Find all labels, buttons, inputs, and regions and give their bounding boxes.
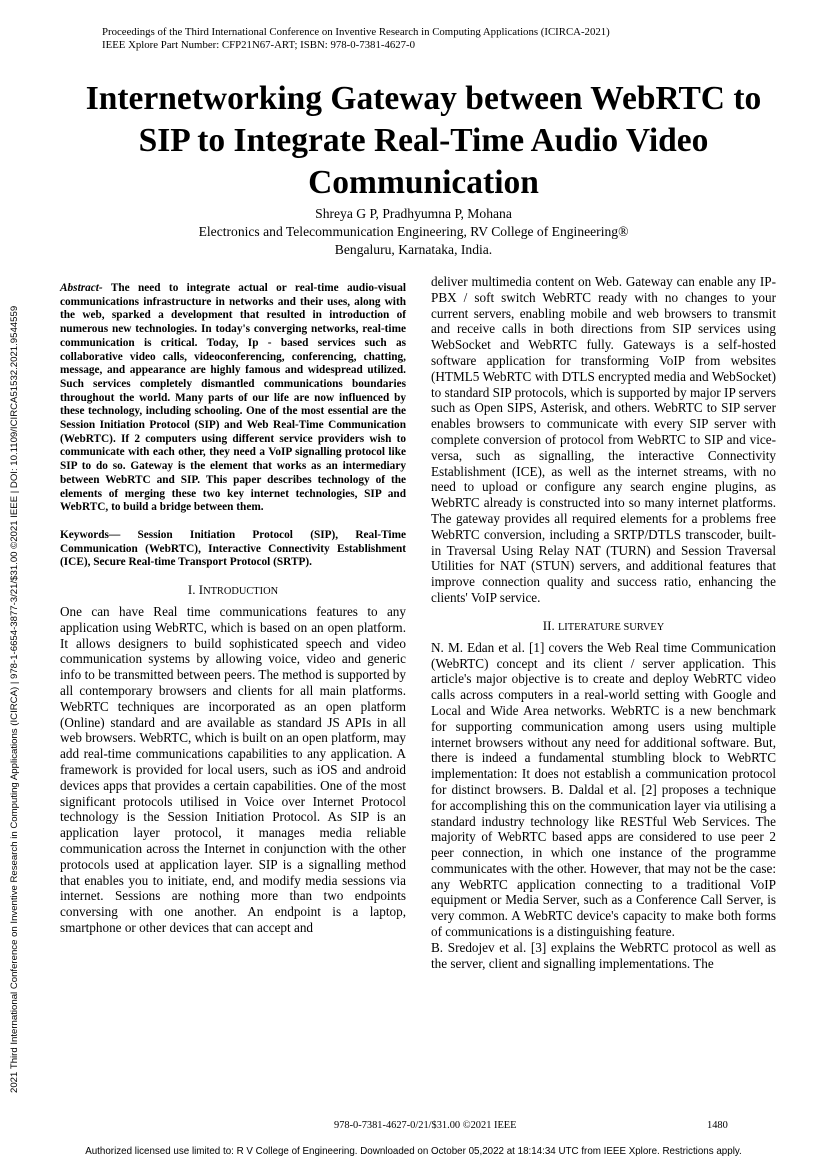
section-heading-literature-survey: II. LITERATURE SURVEY xyxy=(542,617,665,633)
right-column xyxy=(431,274,776,971)
author-block xyxy=(100,205,727,259)
title-line-1: Internetworking Gateway between WebRTC to xyxy=(85,80,762,117)
page-number: 1480 xyxy=(707,1120,728,1131)
survey-paragraph-1: N. M. Edan et al. [1] covers the Web Real time Communication (WebRTC) concept and its client / server application. This article's major objective is to create and deploy WebRTC video calls across computers in a real-world setting with Google and Local and Wide Area networks. WebRTC is a new benchmark for supporting communication among users using multiple internet browsers without any need for additional software. But, there is indeed a fundamental stumbling block to WebRTC implementation: It does not establish a communication protocol for distinct browsers. B. Daldal et al. [2] proposes a technique for accomplishing this on the communication layer via utilising a standard industry technology like RESTful Web Services. The majority of WebRTC based apps are considered to use peer 2 peer connection, in which one instance of the programme communicates with the other. However, that may not be the case: any WebRTC application connecting to a traditional VoIP equipment or Media Server, such as a Conference Call Server, is very common. A WebRTC device's capacity to make both forms of communications is a distinguishing feature. xyxy=(431,639,776,940)
title-line-3: Communication xyxy=(308,164,539,201)
section-heading-introduction: I. INTRODUCTION xyxy=(187,582,279,598)
keywords: Keywords— Session Initiation Protocol (SIP), Real-Time Communication (WebRTC), Interactive Connectivity Establishment (ICE), Secure Real-time Transport Protocol (SRTP). xyxy=(60,528,406,569)
abstract-text: The need to integrate actual or real-time audio-visual communications infrastructure in networks and their uses, along with the web, sparked a development that resulted in introduction of numerous new technologies. In today's converging networks, real-time communication is critical. Today, Ip - based services such as collaborative video calls, videoconferencing, conferencing, chatting, message, and appearance are highly famous and widespread utilized. Such services completely dismantled communications boundaries throughout the world. Many parts of our life are now influenced by these technology, including schooling. One of the most essential are the Session Initiation Protocol (SIP) and Web Real-Time Communication (WebRTC). If 2 computers using different service providers wish to communicate with each other, they need a VoIP signalling protocol like SIP to do so. Gateway is the element that works as an intermediary between WebRTC and SIP. This paper describes technology of the elements of merging these two key internet technologies, SIP and WebRTC, to build a bridge between them. xyxy=(60,282,406,514)
proceedings-header xyxy=(102,26,722,52)
sidebar-citation: 2021 Third International Conference on Inventive Research in Computing Applications (ICIRCA) | 978-1-6654-3877-3/21/$31.00 ©2021 IEEE | DOI: 10.1109/ICIRCA51532.2021.9544559 xyxy=(9,305,20,1093)
license-notice: Authorized licensed use limited to: R V College of Engineering. Downloaded on October 05,2022 at 18:14:34 UTC from IEEE Xplore. Restrictions apply. xyxy=(85,1146,742,1157)
title-line-2: SIP to Integrate Real-Time Audio Video xyxy=(138,122,709,159)
author-affiliation: Electronics and Telecommunication Engineering, RV College of Engineering® xyxy=(198,224,629,239)
xplore-line: IEEE Xplore Part Number: CFP21N67-ART; ISBN: 978-0-7381-4627-0 xyxy=(102,39,416,51)
left-column xyxy=(60,282,406,936)
introduction-paragraph: One can have Real time communications features to any application using WebRTC, which is based on an open platform. It allows designers to build sophisticated speech and video communication systems by allowing voice, video and generic info to be transmitted between peers. The method is supported by all contemporary browsers and clients for all main platforms. WebRTC techniques are incorporated as an open platform (Online) standard and are available as standard JS APIs in all web browsers. WebRTC, which is built on an open platform, may add real-time communications capabilities to any application. A framework is provided for local users, such as iOS and android devices apps that provides a certain capabilities. One of the most significant protocols utilised in Voice over Internet Protocol technology is the Session Initiation Protocol. As SIP is an application layer protocol, it manages media reliable communication across the Internet in conjunction with the other protocols used at application layer. SIP is a signalling method that enables you to initiate, end, and modify media sessions via internet. Sessions are nothing more than two endpoints conversing with one another. An endpoint is a laptop, smartphone or other devices that can accept and xyxy=(60,604,406,935)
author-names: Shreya G P, Pradhyumna P, Mohana xyxy=(315,206,512,221)
footer-copyright-code: 978-0-7381-4627-0/21/$31.00 ©2021 IEEE xyxy=(334,1120,517,1131)
abstract-lead: Abstract- xyxy=(60,282,103,294)
introduction-continuation: deliver multimedia content on Web. Gateway can enable any IP-PBX / soft switch WebRTC ready with no changes to your current servers, enabling mobile and web browsers to transmit and receive calls in both directions from SIP services using WebSocket and WebRTC fully. Gateways is a self-hosted software application for transforming VoIP from websites (HTML5 WebRTC with DTLS encrypted media and WebSocket) to standard SIP protocols, which is supported by major IP servers such as Open SIPS, Asterisk, and others. WebRTC to SIP server enables browsers to communicate with every SIP server with complete conversion of protocol from WebRTC to SIP and vice-versa, such as signalling, the interactive Connectivity Establishment (ICE), as well as the internet streams, with no need to upload or configure any search engine plugins, as WebRTC already is constructed into so many internet platforms. The gateway provides all required elements for a problems free WebRTC conversion, including a SRTP/DTLS transcoder, built-in Traversal Using Relay NAT (TURN) and Session Traversal Utilities for NAT (STUN) servers, and additional features that improve connection quality and success ratio, enhancing the clients' VoIP service. xyxy=(431,274,776,605)
survey-paragraph-2: B. Sredojev et al. [3] explains the WebRTC protocol as well as the server, client and signalling implementations. The xyxy=(431,939,776,971)
proceedings-line: Proceedings of the Third International Conference on Inventive Research in Computing Applications (ICIRCA-2021) xyxy=(102,26,610,38)
paper-title xyxy=(60,78,787,204)
author-location: Bengaluru, Karnataka, India. xyxy=(334,242,493,257)
abstract xyxy=(60,282,406,515)
